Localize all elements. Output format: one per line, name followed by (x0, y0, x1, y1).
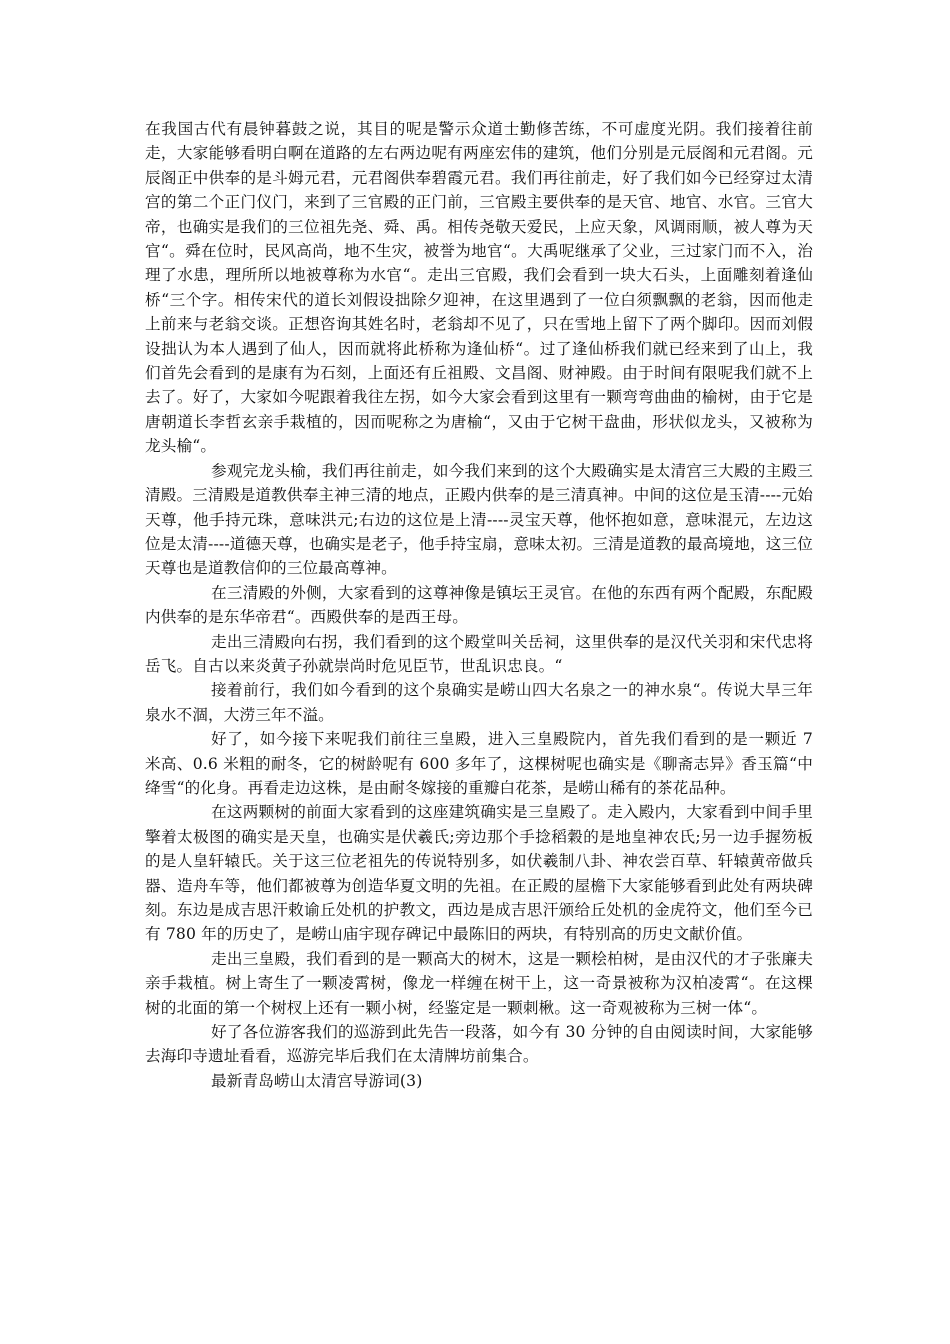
document-body (145, 117, 813, 1093)
paragraph-6: 好了，如今接下来呢我们前往三皇殿，进入三皇殿院内，首先我们看到的是一颗近 7 米高、0.6 米粗的耐冬，它的树龄呢有 600 多年了，这棵树呢也确实是《聊斋志异》香玉篇“中绛雪“的化身。再看走边这株，是由耐冬嫁接的重瓣白花茶，是崂山稀有的茶花品种。 (145, 730, 813, 797)
paragraph-7: 在这两颗树的前面大家看到的这座建筑确实是三皇殿了。走入殿内，大家看到中间手里擎着太极图的确实是天皇，也确实是伏羲氏;旁边那个手捻稻穀的是地皇神农氏;另一边手握笏板的是人皇轩辕氏。关于这三位老祖先的传说特别多，如伏羲制八卦、神农尝百草、轩辕黄帝做兵器、造舟车等，他们都被尊为创造华夏文明的先祖。在正殿的屋檐下大家能够看到此处有两块碑刻。东边是成吉思汗敕谕丘处机的护教文，西边是成吉思汗颁给丘处机的金虎符文，他们至今已有 780 年的历史了，是崂山庙宇现存碑记中最陈旧的两块，有特别高的历史文献价值。 (145, 803, 813, 944)
paragraph-4: 走出三清殿向右拐，我们看到的这个殿堂叫关岳祠，这里供奉的是汉代关羽和宋代忠将岳飞。自古以来炎黄子孙就崇尚时危见臣节，世乱识忠良。“ (145, 632, 813, 675)
paragraph-2: 参观完龙头榆，我们再往前走，如今我们来到的这个大殿确实是太清宫三大殿的主殿三清殿。三清殿是道教供奉主神三清的地点，正殿内供奉的是三清真神。中间的这位是玉清----元始天尊，他手持元珠，意味洪元;右边的这位是上清----灵宝天尊，他怀抱如意，意味混元，左边这位是太清----道德天尊，也确实是老子，他手持宝扇，意味太初。三清是道教的最高境地，这三位天尊也是道教信仰的三位最高尊神。 (145, 461, 813, 578)
paragraph-1: 在我国古代有晨钟暮鼓之说，其目的呢是警示众道士勤修苦练，不可虚度光阴。我们接着往前走，大家能够看明白啊在道路的左右两边呢有两座宏伟的建筑，他们分别是元辰阁和元君阁。元辰阁正中供奉的是斗姆元君，元君阁供奉碧霞元君。我们再往前走，好了我们如今已经穿过太清宫的第二个正门仪门，来到了三官殿的正门前，三官殿主要供奉的是天官、地官、水官。三官大帝，也确实是我们的三位祖先尧、舜、禹。相传尧敬天爱民，上应天象，风调雨顺，被人尊为天官“。舜在位时，民风高尚，地不生灾，被誉为地官“。大禹呢继承了父业，三过家门而不入，治理了水患，理所所以地被尊称为水官“。走出三官殿，我们会看到一块大石头，上面雕刻着逢仙桥“三个字。相传宋代的道长刘假设拙除夕迎神，在这里遇到了一位白须飘飘的老翁，因而他走上前来与老翁交谈。正想咨询其姓名时，老翁却不见了，只在雪地上留下了两个脚印。因而刘假设拙认为本人遇到了仙人，因而就将此桥称为逢仙桥“。过了逢仙桥我们就已经来到了山上，我们首先会看到的是康有为石刻，上面还有丘祖殿、文昌阁、财神殿。由于时间有限呢我们就不上去了。好了，大家如今呢跟着我往左拐，如今大家会看到这里有一颗弯弯曲曲的榆树，由于它是唐朝道长李哲玄亲手栽植的，因而呢称之为唐榆“，又由于它树干盘曲，形状似龙头，又被称为龙头榆“。 (145, 120, 813, 456)
paragraph-3: 在三清殿的外侧，大家看到的这尊神像是镇坛王灵官。在他的东西有两个配殿，东配殿内供奉的是东华帝君“。西殿供奉的是西王母。 (145, 583, 813, 627)
section-heading: 最新青岛崂山太清宫导游词(3) (211, 1071, 423, 1090)
paragraph-9: 好了各位游客我们的巡游到此先告一段落，如今有 30 分钟的自由阅读时间，大家能够去海印寺遗址看看，巡游完毕后我们在太清牌坊前集合。 (145, 1023, 813, 1066)
paragraph-5: 接着前行，我们如今看到的这个泉确实是崂山四大名泉之一的神水泉“。传说大旱三年泉水不涸，大涝三年不溢。 (145, 681, 813, 724)
paragraph-8: 走出三皇殿，我们看到的是一颗高大的树木，这是一颗桧柏树，是由汉代的才子张廉夫亲手栽植。树上寄生了一颗凌霄树，像龙一样缠在树干上，这一奇景被称为汉柏凌霄“。在这棵树的北面的第一个树杈上还有一颗小树，经鉴定是一颗刺楸。这一奇观被称为三树一体“。 (145, 949, 813, 1017)
